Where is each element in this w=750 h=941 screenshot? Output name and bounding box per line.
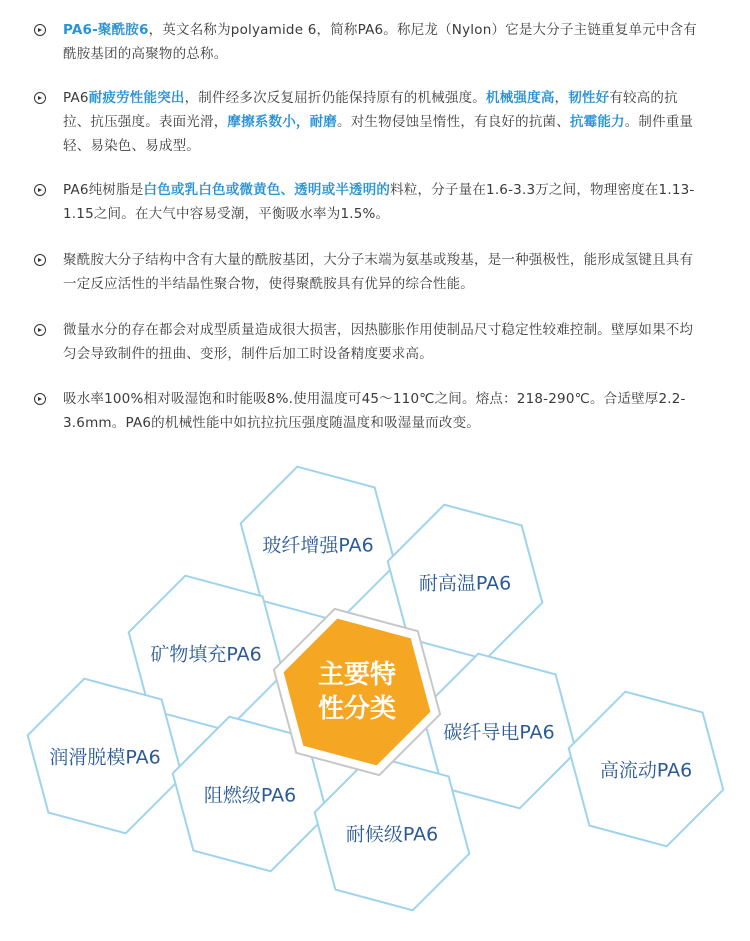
- body-text: 微量水分的存在都会对成型质量造成很大损害，因热膨胀作用使制品尺寸稳定性较难控制。壁厚如果不均匀会导致制件的扭曲、变形，制件后加工时设备精度要求高。: [63, 322, 694, 362]
- bullet-arrow-icon: [34, 24, 46, 36]
- highlight-text: 白色或乳白色或微黄色、透明或半透明的: [143, 182, 391, 198]
- hexagon-label-flow: 高流动PA6: [599, 759, 693, 782]
- body-text: ，: [554, 90, 569, 106]
- paragraph-text: [63, 178, 703, 226]
- hexagon-label-lube: 润滑脱模PA6: [49, 746, 161, 769]
- body-text: PA6纯树脂是: [63, 182, 144, 198]
- paragraph-text: [63, 86, 703, 158]
- bullet-arrow-icon: [34, 254, 46, 266]
- highlight-text: 摩擦系数小，耐磨: [227, 114, 338, 130]
- body-text: ，英文名称为polyamide 6，简称PA6。称尼龙（Nylon）它是大分子主链重复单元中含有酰胺基团的高聚物的总称。: [63, 22, 697, 62]
- body-text: 有较高的抗拉、抗压强度。表面光滑，: [63, 90, 678, 130]
- hexagon-label-heat: 耐高温PA6: [418, 572, 512, 595]
- hexagon-label-carbon: 碳纤导电PA6: [443, 721, 555, 744]
- center-title-line: 主要特: [317, 660, 396, 690]
- center-title: [287, 658, 427, 726]
- paragraph-text: [63, 18, 703, 66]
- highlight-text: 耐疲劳性能突出: [88, 90, 185, 106]
- body-text: 。对生物侵蚀呈惰性，有良好的抗菌、: [337, 114, 570, 130]
- hexagon-label-mineral: 矿物填充PA6: [150, 643, 262, 666]
- body-text: 。制件重量轻、易染色、易成型。: [63, 114, 694, 154]
- bullet-arrow-icon: [34, 393, 46, 405]
- body-text: 料粒，分子量在1.6-3.3万之间，物理密度在1.13-1.15之间。在大气中容易受潮，平衡吸水率为1.5%。: [63, 182, 695, 222]
- bullet-arrow-icon: [34, 184, 46, 196]
- hexagon-label-glass: 玻纤增强PA6: [262, 534, 374, 557]
- body-text: ，制件经多次反复屈折仍能保持原有的机械强度。: [184, 90, 487, 106]
- bullet-arrow-icon: [34, 92, 46, 104]
- highlight-text: 机械强度高: [486, 90, 555, 106]
- paragraph-text: [63, 387, 703, 435]
- paragraph-text: [63, 248, 703, 296]
- highlight-text: 韧性好: [568, 90, 610, 106]
- center-title-line: 性分类: [317, 694, 396, 724]
- paragraph-text: [63, 318, 703, 366]
- body-text: PA6: [63, 90, 89, 106]
- bullet-arrow-icon: [34, 324, 46, 336]
- highlight-text: PA6-聚酰胺6: [63, 22, 149, 38]
- body-text: 聚酰胺大分子结构中含有大量的酰胺基团，大分子末端为氨基或羧基，是一种强极性，能形成氢键且具有一定反应活性的半结晶性聚合物，使得聚酰胺具有优异的综合性能。: [63, 252, 694, 292]
- hexagon-label-flame: 阻燃级PA6: [203, 784, 297, 807]
- hexagon-label-weather: 耐候级PA6: [345, 823, 439, 846]
- highlight-text: 抗霉能力: [569, 114, 625, 130]
- body-text: 吸水率100%相对吸湿饱和时能吸8%.使用温度可45～110℃之间。熔点：218-290℃。合适壁厚2.2-3.6mm。PA6的机械性能中如抗拉抗压强度随温度和吸湿量而改变。: [63, 391, 686, 431]
